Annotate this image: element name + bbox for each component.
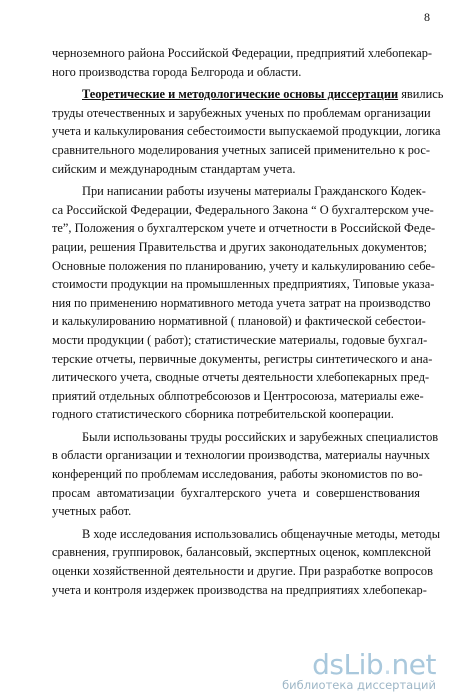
text-line: и калькулированию нормативной ( плановой) и фактической себестои- — [52, 314, 426, 329]
text-line: ного производства города Белгорода и области. — [52, 64, 302, 79]
paragraph-sources — [52, 428, 439, 521]
page-number: 8 — [424, 10, 430, 24]
text-line: Были использованы труды российских и зарубежных специалистов — [82, 429, 439, 444]
paragraph-theoretical-basis — [52, 85, 444, 178]
logo-text: dsLib — [312, 648, 384, 681]
body-text — [52, 44, 444, 599]
text-line: мости продукции ( работ); статистические материалы, годовые бухгал- — [52, 332, 428, 347]
paragraph-methods — [52, 525, 441, 599]
section-heading: Теоретические и методологические основы диссертации — [82, 87, 399, 102]
dslib-watermark — [266, 650, 436, 694]
text-line: учета и контроля издержек производства на предприятиях хлебопекар- — [52, 582, 427, 597]
paragraph-materials — [52, 182, 436, 424]
text-line: В ходе исследования использовались общенаучные методы, методы — [82, 526, 441, 541]
text-line: сравнительного моделирования учетных записей применительно к рос- — [52, 142, 431, 157]
text-line: терские отчеты, первичные документы, регистры синтетического и ана- — [52, 351, 433, 366]
text-line: годного статистического сборника потребительской кооперации. — [52, 407, 394, 422]
watermark-subtitle: библиотека диссертаций — [282, 678, 436, 692]
text-line: те”, Положения о бухгалтерском учете и отчетности в Российской Феде- — [52, 221, 436, 236]
text-line: литического учета, сводные отчеты деятельности хлебопекарных пред- — [52, 370, 430, 385]
paragraph-continuation — [52, 44, 433, 81]
text-line: труды отечественных и зарубежных ученых по проблемам организации — [52, 105, 431, 120]
dslib-logo — [312, 650, 436, 680]
text-line: Основные положения по планированию, учету и калькулированию себе- — [52, 258, 436, 273]
text-line: приятий отдельных облпотребсоюзов и Центросоюза, материалы еже- — [52, 388, 424, 403]
text-line: стоимости продукции на промышленных предприятиях, Типовые указа- — [52, 277, 435, 292]
text-line: конференций по проблемам исследования, работы экономистов по во- — [52, 467, 423, 482]
text-line: учета и калькулирования себестоимости выпускаемой продукции, логика — [52, 124, 441, 139]
text-fragment: явились — [398, 87, 444, 102]
text-line — [52, 85, 444, 104]
text-line: ния по применению нормативного метода учета затрат на производство — [52, 295, 431, 310]
text-line: просам автоматизации бухгалтерского учета и совершенствования — [52, 485, 420, 500]
logo-dot: . — [383, 648, 392, 681]
text-line: черноземного района Российской Федерации, предприятий хлебопекар- — [52, 46, 433, 60]
text-line: в области организации и технологии производства, материалы научных — [52, 448, 430, 463]
text-line: оценки хозяйственной деятельности и другие. При разработке вопросов — [52, 564, 433, 579]
text-line: са Российской Федерации, Федерального Закона “ О бухгалтерском уче- — [52, 202, 434, 217]
text-line: При написании работы изучены материалы Гражданского Кодек- — [82, 184, 426, 199]
text-line: сийским и международным стандартам учета. — [52, 161, 296, 176]
text-line: сравнения, группировок, балансовый, экспертных оценок, комплексной — [52, 545, 431, 560]
text-line: учетных работ. — [52, 504, 132, 519]
logo-tld: net — [391, 648, 436, 681]
text-line: рации, решения Правительства и других законодательных документов; — [52, 239, 427, 254]
